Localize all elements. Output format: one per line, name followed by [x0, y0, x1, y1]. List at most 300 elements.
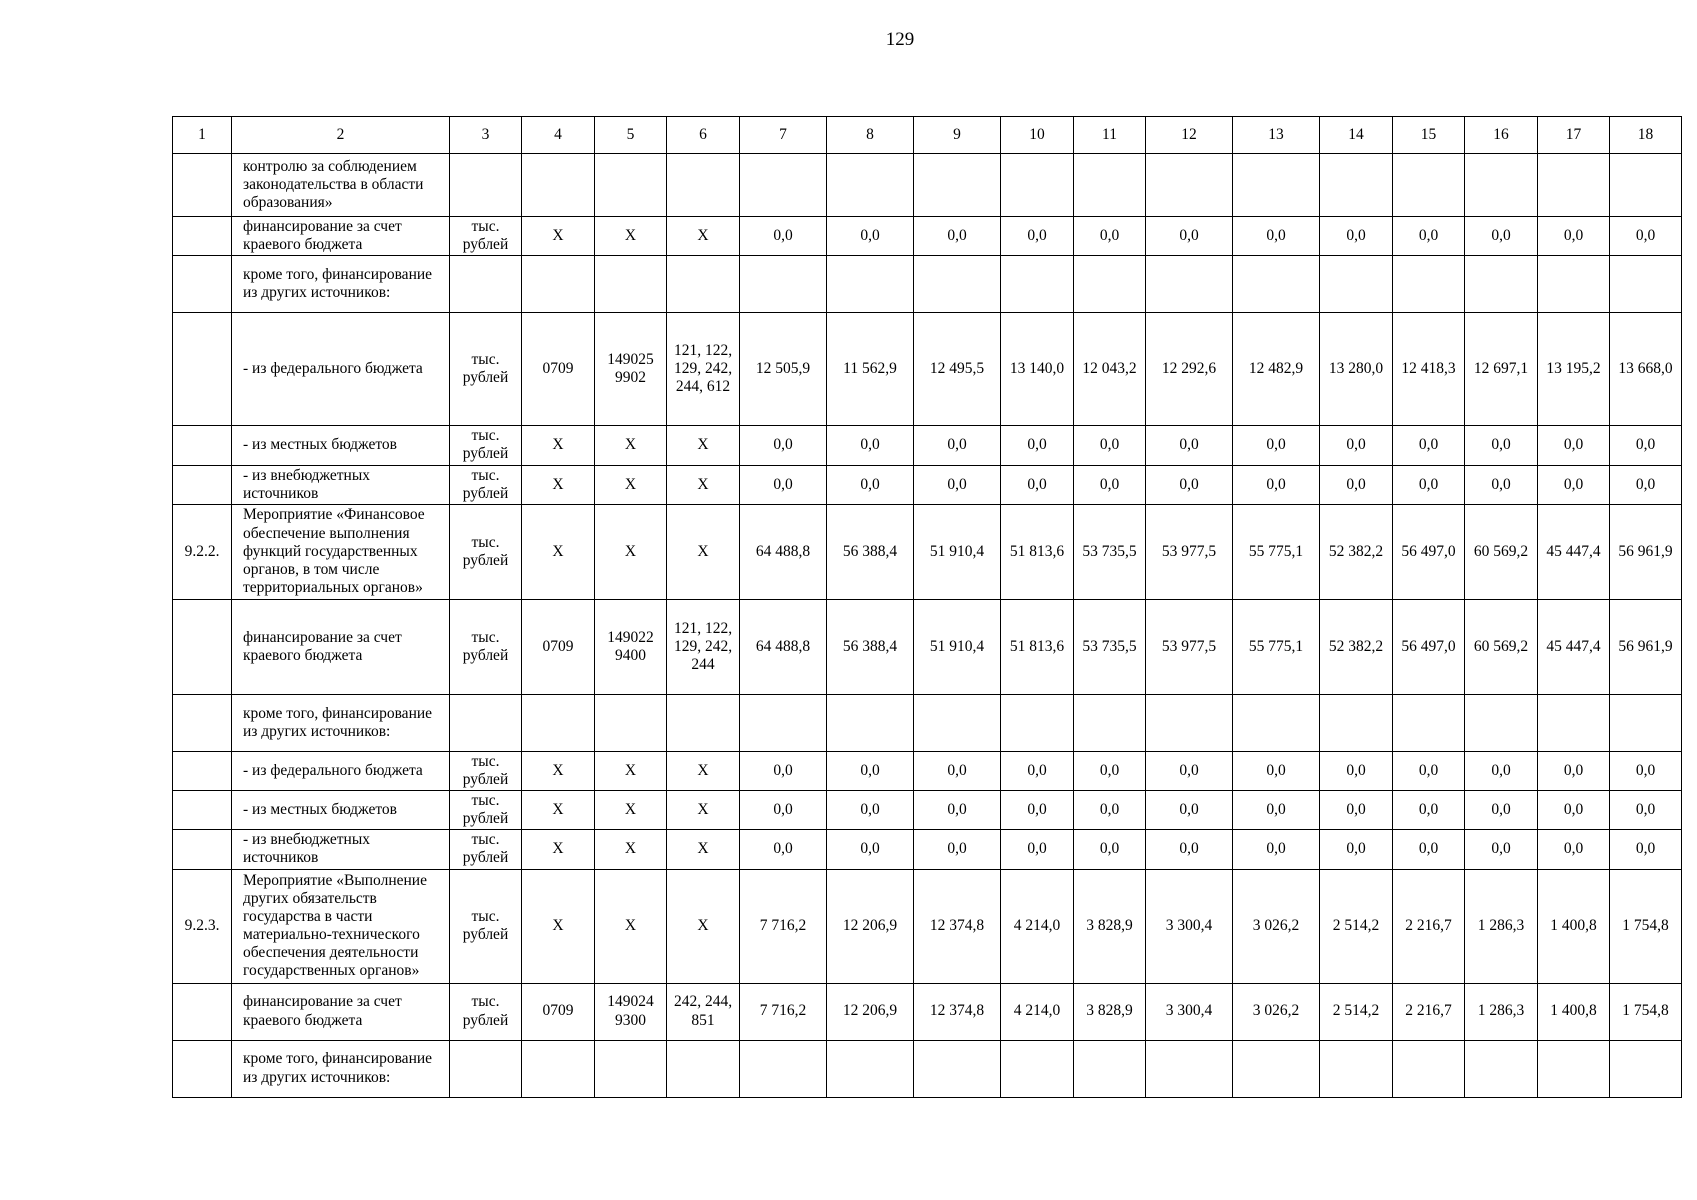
item-number-cell: 9.2.2.	[173, 504, 232, 599]
table-cell	[1320, 154, 1393, 217]
table-cell	[450, 694, 522, 751]
table-cell: 0,0	[914, 465, 1001, 504]
column-number: 18	[1610, 117, 1682, 154]
table-cell	[1538, 694, 1610, 751]
table-cell: 0,0	[1538, 791, 1610, 830]
table-row	[173, 751, 1682, 790]
table-cell: 0,0	[740, 751, 827, 790]
table-row	[173, 426, 1682, 465]
table-cell	[740, 1040, 827, 1097]
table-cell: 7 716,2	[740, 869, 827, 983]
table-cell: 3 026,2	[1233, 983, 1320, 1040]
table-cell: Х	[522, 504, 595, 599]
table-cell: 0,0	[1320, 791, 1393, 830]
table-cell: тыс. рублей	[450, 869, 522, 983]
table-cell: 12 206,9	[827, 869, 914, 983]
table-cell: 149022 9400	[595, 599, 667, 694]
table-cell: Х	[595, 791, 667, 830]
table-cell	[1538, 256, 1610, 313]
table-cell: 0,0	[1538, 751, 1610, 790]
table-cell: тыс. рублей	[450, 791, 522, 830]
table-cell	[827, 1040, 914, 1097]
table-cell: 0,0	[914, 426, 1001, 465]
table-cell: тыс. рублей	[450, 426, 522, 465]
table-cell	[1074, 256, 1146, 313]
table-cell: 0,0	[1074, 465, 1146, 504]
table-cell: Х	[667, 830, 740, 869]
table-cell: 0,0	[1146, 465, 1233, 504]
table-row	[173, 217, 1682, 256]
table-cell: 0,0	[1465, 751, 1538, 790]
table-cell	[1320, 694, 1393, 751]
table-cell	[1074, 694, 1146, 751]
item-name-cell: контролю за соблюдением законодательства в области образования»	[232, 154, 450, 217]
table-cell: 0,0	[1001, 217, 1074, 256]
table-cell: 45 447,4	[1538, 599, 1610, 694]
table-cell	[1001, 694, 1074, 751]
table-cell: 0,0	[1001, 426, 1074, 465]
table-cell: 0,0	[914, 217, 1001, 256]
item-name-cell: - из внебюджетных источников	[232, 465, 450, 504]
table-row	[173, 694, 1682, 751]
table-cell: Х	[595, 465, 667, 504]
table-cell: 52 382,2	[1320, 504, 1393, 599]
table-cell: 0,0	[1538, 830, 1610, 869]
table-cell: 12 374,8	[914, 983, 1001, 1040]
item-number-cell	[173, 154, 232, 217]
table-cell	[522, 694, 595, 751]
table-cell: 0,0	[740, 217, 827, 256]
table-cell: 121, 122, 129, 242, 244	[667, 599, 740, 694]
table-cell: 0,0	[1146, 751, 1233, 790]
column-number: 14	[1320, 117, 1393, 154]
item-number-cell	[173, 983, 232, 1040]
table-cell: 0,0	[1393, 751, 1465, 790]
table-cell: 0,0	[914, 751, 1001, 790]
table-cell: 56 497,0	[1393, 504, 1465, 599]
table-cell	[450, 154, 522, 217]
table-row	[173, 313, 1682, 426]
column-number: 10	[1001, 117, 1074, 154]
table-cell: 2 514,2	[1320, 869, 1393, 983]
item-number-cell	[173, 426, 232, 465]
table-cell: 0,0	[1233, 791, 1320, 830]
table-cell: 56 388,4	[827, 599, 914, 694]
table-cell: 51 813,6	[1001, 504, 1074, 599]
table-cell	[1393, 256, 1465, 313]
table-cell: 2 216,7	[1393, 983, 1465, 1040]
table-cell: Х	[595, 217, 667, 256]
table-cell: 45 447,4	[1538, 504, 1610, 599]
table-cell: 1 754,8	[1610, 983, 1682, 1040]
table-cell	[1465, 154, 1538, 217]
table-cell: 13 280,0	[1320, 313, 1393, 426]
table-cell: 3 828,9	[1074, 869, 1146, 983]
table-cell: 0,0	[1538, 217, 1610, 256]
table-cell: тыс. рублей	[450, 313, 522, 426]
column-number: 11	[1074, 117, 1146, 154]
table-cell: 0,0	[740, 426, 827, 465]
table-cell	[1393, 1040, 1465, 1097]
table-cell	[1538, 154, 1610, 217]
item-name-cell: финансирование за счет краевого бюджета	[232, 217, 450, 256]
table-cell: 53 977,5	[1146, 504, 1233, 599]
table-cell	[1538, 1040, 1610, 1097]
table-cell	[1074, 154, 1146, 217]
table-cell: 0,0	[1146, 791, 1233, 830]
column-number: 7	[740, 117, 827, 154]
table-row	[173, 256, 1682, 313]
table-cell: 0,0	[1146, 217, 1233, 256]
item-name-cell: финансирование за счет краевого бюджета	[232, 599, 450, 694]
table-cell: 0,0	[1465, 217, 1538, 256]
page-number: 129	[885, 29, 915, 50]
table-cell: тыс. рублей	[450, 599, 522, 694]
table-cell	[1233, 154, 1320, 217]
table-row	[173, 791, 1682, 830]
table-cell: 0,0	[1001, 791, 1074, 830]
table-cell	[667, 694, 740, 751]
table-cell: 0,0	[1001, 830, 1074, 869]
table-cell: Х	[522, 791, 595, 830]
table-cell: 64 488,8	[740, 504, 827, 599]
table-cell: 2 216,7	[1393, 869, 1465, 983]
item-number-cell	[173, 751, 232, 790]
table-cell	[1074, 1040, 1146, 1097]
table-cell: 56 961,9	[1610, 599, 1682, 694]
table-cell	[522, 1040, 595, 1097]
table-cell: 0,0	[1074, 426, 1146, 465]
table-cell	[1233, 256, 1320, 313]
table-cell: 0,0	[914, 830, 1001, 869]
table-cell: 12 292,6	[1146, 313, 1233, 426]
table-cell: 0,0	[1610, 217, 1682, 256]
column-number: 1	[173, 117, 232, 154]
table-row	[173, 1040, 1682, 1097]
table-cell	[595, 1040, 667, 1097]
column-number: 2	[232, 117, 450, 154]
table-cell	[1465, 694, 1538, 751]
column-number: 5	[595, 117, 667, 154]
table-cell: 0,0	[1320, 465, 1393, 504]
table-cell	[914, 256, 1001, 313]
table-cell: 56 961,9	[1610, 504, 1682, 599]
table-cell: 12 043,2	[1074, 313, 1146, 426]
table-cell: 51 910,4	[914, 504, 1001, 599]
column-number: 17	[1538, 117, 1610, 154]
table-cell	[522, 154, 595, 217]
item-number-cell	[173, 1040, 232, 1097]
table-cell: 64 488,8	[740, 599, 827, 694]
table-cell	[667, 256, 740, 313]
table-cell: 0,0	[740, 465, 827, 504]
table-cell: 55 775,1	[1233, 504, 1320, 599]
item-name-cell: кроме того, финансирование из других источников:	[232, 694, 450, 751]
table-cell: 53 977,5	[1146, 599, 1233, 694]
item-name-cell: - из внебюджетных источников	[232, 830, 450, 869]
table-cell	[914, 1040, 1001, 1097]
table-cell	[522, 256, 595, 313]
table-cell: 121, 122, 129, 242, 244, 612	[667, 313, 740, 426]
table-cell: Х	[595, 504, 667, 599]
table-cell: Х	[595, 426, 667, 465]
column-number: 6	[667, 117, 740, 154]
table-cell: 0,0	[1320, 830, 1393, 869]
table-cell: 12 418,3	[1393, 313, 1465, 426]
item-name-cell: кроме того, финансирование из других источников:	[232, 256, 450, 313]
table-cell: Х	[522, 217, 595, 256]
table-cell: Х	[667, 465, 740, 504]
item-number-cell	[173, 791, 232, 830]
item-number-cell	[173, 465, 232, 504]
table-cell: 12 697,1	[1465, 313, 1538, 426]
table-cell	[914, 694, 1001, 751]
table-cell: 3 026,2	[1233, 869, 1320, 983]
table-cell: 55 775,1	[1233, 599, 1320, 694]
table-cell	[1146, 154, 1233, 217]
table-cell: 0,0	[1233, 426, 1320, 465]
table-cell: 0709	[522, 983, 595, 1040]
item-number-cell	[173, 830, 232, 869]
table-cell: 0,0	[1233, 751, 1320, 790]
table-cell: 0,0	[1074, 751, 1146, 790]
column-number: 12	[1146, 117, 1233, 154]
table-cell: 0,0	[827, 217, 914, 256]
table-cell: 0,0	[1393, 426, 1465, 465]
table-cell: Х	[667, 751, 740, 790]
table-cell: 0,0	[1233, 830, 1320, 869]
table-cell: 11 562,9	[827, 313, 914, 426]
item-number-cell	[173, 256, 232, 313]
table-cell	[1393, 154, 1465, 217]
table-cell	[1610, 1040, 1682, 1097]
table-cell: 0,0	[1074, 830, 1146, 869]
table-cell: 0,0	[1074, 217, 1146, 256]
table-cell: Х	[522, 426, 595, 465]
table-cell: 0,0	[1393, 465, 1465, 504]
table-cell	[1320, 256, 1393, 313]
table-cell	[1001, 1040, 1074, 1097]
table-cell: 12 482,9	[1233, 313, 1320, 426]
table-cell: Х	[522, 465, 595, 504]
column-number: 15	[1393, 117, 1465, 154]
table-cell	[1610, 694, 1682, 751]
table-cell	[827, 154, 914, 217]
table-cell: Х	[667, 869, 740, 983]
table-cell: 0709	[522, 599, 595, 694]
table-cell: 0,0	[1538, 465, 1610, 504]
table-cell: 0,0	[1465, 465, 1538, 504]
table-cell: 0,0	[827, 751, 914, 790]
table-cell: 0,0	[1538, 426, 1610, 465]
table-cell: Х	[522, 830, 595, 869]
table-cell: 0,0	[740, 791, 827, 830]
table-cell: 1 286,3	[1465, 983, 1538, 1040]
table-cell: 1 400,8	[1538, 869, 1610, 983]
table-cell: Х	[595, 830, 667, 869]
header-row	[173, 117, 1682, 154]
item-name-cell: Мероприятие «Выполнение других обязательств государства в части материально-технического обеспечения деятельности государственных органов»	[232, 869, 450, 983]
table-cell	[667, 154, 740, 217]
table-cell: 7 716,2	[740, 983, 827, 1040]
table-cell: 0,0	[914, 791, 1001, 830]
table-row	[173, 830, 1682, 869]
item-number-cell	[173, 694, 232, 751]
table-cell: Х	[667, 426, 740, 465]
item-number-cell	[173, 217, 232, 256]
table-cell: 0,0	[1320, 426, 1393, 465]
table-cell: 0,0	[740, 830, 827, 869]
table-cell: 1 754,8	[1610, 869, 1682, 983]
table-cell: Х	[667, 791, 740, 830]
table-cell: 0,0	[1074, 791, 1146, 830]
table-cell: Х	[522, 751, 595, 790]
table-cell: 13 668,0	[1610, 313, 1682, 426]
table-cell: 242, 244, 851	[667, 983, 740, 1040]
table-cell	[1146, 1040, 1233, 1097]
table-cell: 1 400,8	[1538, 983, 1610, 1040]
table-cell: тыс. рублей	[450, 751, 522, 790]
table-row	[173, 465, 1682, 504]
table-cell: 0,0	[1233, 465, 1320, 504]
table-cell	[1465, 1040, 1538, 1097]
table-cell: 0,0	[827, 426, 914, 465]
table-cell: 56 388,4	[827, 504, 914, 599]
table-cell: 4 214,0	[1001, 983, 1074, 1040]
table-cell	[914, 154, 1001, 217]
table-cell: 0,0	[1146, 830, 1233, 869]
table-cell: тыс. рублей	[450, 830, 522, 869]
table-cell: 51 910,4	[914, 599, 1001, 694]
column-number: 4	[522, 117, 595, 154]
table-cell: 0,0	[1465, 426, 1538, 465]
table-cell: 0,0	[1393, 791, 1465, 830]
column-number: 9	[914, 117, 1001, 154]
table-cell: тыс. рублей	[450, 504, 522, 599]
table-cell: тыс. рублей	[450, 217, 522, 256]
table-cell: Х	[595, 869, 667, 983]
item-name-cell: - из федерального бюджета	[232, 313, 450, 426]
table-row	[173, 154, 1682, 217]
table-cell	[827, 256, 914, 313]
table-cell	[667, 1040, 740, 1097]
table-cell: 53 735,5	[1074, 504, 1146, 599]
table-cell	[740, 154, 827, 217]
table-row	[173, 983, 1682, 1040]
table-cell: Х	[667, 504, 740, 599]
table-cell: 0,0	[1320, 751, 1393, 790]
budget-table	[172, 116, 1682, 1098]
item-number-cell	[173, 313, 232, 426]
table-cell	[827, 694, 914, 751]
table-row	[173, 504, 1682, 599]
item-name-cell: Мероприятие «Финансовое обеспечение выполнения функций государственных органов, в том числе территориальных органов»	[232, 504, 450, 599]
table-cell	[1001, 154, 1074, 217]
table-cell: 0,0	[1001, 751, 1074, 790]
table-cell: 56 497,0	[1393, 599, 1465, 694]
table-cell: 53 735,5	[1074, 599, 1146, 694]
item-name-cell: - из федерального бюджета	[232, 751, 450, 790]
table-cell: 0,0	[1610, 830, 1682, 869]
table-cell: 13 195,2	[1538, 313, 1610, 426]
table-cell: 0,0	[1610, 791, 1682, 830]
table-row	[173, 869, 1682, 983]
table-cell: 3 300,4	[1146, 869, 1233, 983]
table-cell	[1146, 256, 1233, 313]
table-cell: 0,0	[827, 791, 914, 830]
table-cell: 0,0	[1393, 217, 1465, 256]
table-cell	[740, 694, 827, 751]
column-number: 16	[1465, 117, 1538, 154]
table-cell	[1393, 694, 1465, 751]
table-cell: 4 214,0	[1001, 869, 1074, 983]
column-number: 3	[450, 117, 522, 154]
item-number-cell: 9.2.3.	[173, 869, 232, 983]
table-cell	[1233, 694, 1320, 751]
table-cell: тыс. рублей	[450, 465, 522, 504]
table-cell: 0,0	[827, 465, 914, 504]
table-cell: 60 569,2	[1465, 504, 1538, 599]
table-row	[173, 599, 1682, 694]
table-cell: 0,0	[1146, 426, 1233, 465]
table-cell: 0,0	[1610, 751, 1682, 790]
table-cell: 51 813,6	[1001, 599, 1074, 694]
table-cell: 2 514,2	[1320, 983, 1393, 1040]
table-cell: 0,0	[1320, 217, 1393, 256]
table-cell: 13 140,0	[1001, 313, 1074, 426]
table-cell: 12 495,5	[914, 313, 1001, 426]
table-cell	[1146, 694, 1233, 751]
table-cell	[1001, 256, 1074, 313]
table-cell	[1610, 154, 1682, 217]
table-cell: тыс. рублей	[450, 983, 522, 1040]
table-cell: 0,0	[1001, 465, 1074, 504]
item-number-cell	[173, 599, 232, 694]
table-cell	[740, 256, 827, 313]
table-cell	[1465, 256, 1538, 313]
table-cell: 3 300,4	[1146, 983, 1233, 1040]
item-name-cell: финансирование за счет краевого бюджета	[232, 983, 450, 1040]
table-cell: Х	[667, 217, 740, 256]
item-name-cell: - из местных бюджетов	[232, 426, 450, 465]
table-cell	[595, 694, 667, 751]
table-cell: 3 828,9	[1074, 983, 1146, 1040]
table-cell: 0,0	[827, 830, 914, 869]
table-cell	[1320, 1040, 1393, 1097]
table-cell: 0,0	[1465, 830, 1538, 869]
table-cell: 60 569,2	[1465, 599, 1538, 694]
table-cell: 52 382,2	[1320, 599, 1393, 694]
table-cell	[1233, 1040, 1320, 1097]
table-cell: 12 505,9	[740, 313, 827, 426]
table-cell: Х	[522, 869, 595, 983]
table-cell: 149024 9300	[595, 983, 667, 1040]
item-name-cell: кроме того, финансирование из других источников:	[232, 1040, 450, 1097]
table-cell: 12 206,9	[827, 983, 914, 1040]
column-number: 13	[1233, 117, 1320, 154]
table-cell: 0,0	[1610, 426, 1682, 465]
table-cell: Х	[595, 751, 667, 790]
table-cell	[450, 1040, 522, 1097]
table-cell	[1610, 256, 1682, 313]
table-cell: 12 374,8	[914, 869, 1001, 983]
table-cell: 0,0	[1393, 830, 1465, 869]
table-cell	[595, 256, 667, 313]
table-cell	[595, 154, 667, 217]
table-cell: 0,0	[1610, 465, 1682, 504]
table-cell: 0,0	[1233, 217, 1320, 256]
table-cell	[450, 256, 522, 313]
